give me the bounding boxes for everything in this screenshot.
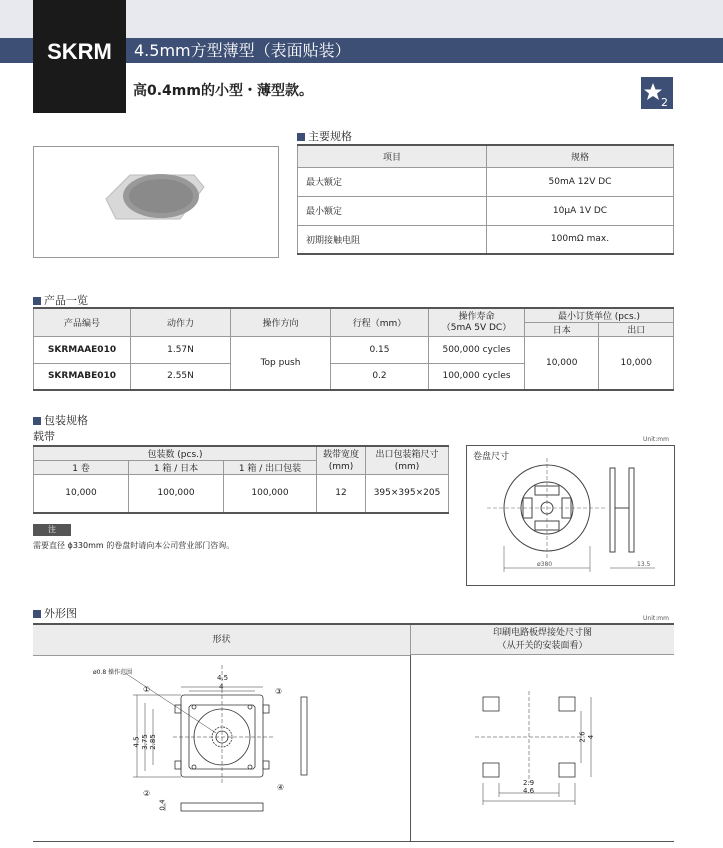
star-rating-badge-icon [641, 77, 673, 109]
dim-height-285: 2.85 [148, 734, 157, 750]
reel-width: 13.5 [637, 561, 651, 568]
packaging-subheading: 载带 [33, 430, 55, 443]
product-photo [33, 146, 279, 258]
note-text: 需要直径 ϕ330mm 的卷盘时请向本公司营业部门咨询。 [33, 541, 235, 550]
packaging-heading: 包装规格 [33, 412, 88, 428]
pcb-dim-4: 4 [587, 734, 596, 740]
specs-heading: 主要规格 [297, 128, 352, 144]
reel-title: 卷盘尺寸 [473, 452, 510, 462]
pcb-drawing [411, 655, 674, 841]
operating-range-label: ø0.8 操作范围 [93, 669, 133, 676]
dim-height-375: 3.75 [140, 734, 149, 750]
reel-unit-label: Unit:mm [643, 436, 669, 443]
products-heading: 产品一览 [33, 292, 88, 308]
terminal-1-label: ① [143, 685, 151, 694]
svg-text:2: 2 [661, 96, 668, 109]
outline-heading: 外形图 [33, 605, 77, 621]
pcb-header: 印刷电路板焊接处尺寸图 （从开关的安装面看） [411, 625, 674, 655]
outline-unit-label: Unit:mm [643, 615, 669, 622]
pcb-dim-29: 2.9 [523, 779, 535, 787]
terminal-2-label: ② [143, 789, 151, 798]
series-code: SKRM [33, 0, 126, 113]
page-title: 4.5mm方型薄型（表面贴装） [134, 41, 351, 60]
dim-height-45: 4.5 [132, 736, 141, 748]
dim-width-45: 4.5 [217, 674, 229, 682]
pcb-dim-46: 4.6 [523, 787, 535, 795]
reel-diameter: ø380 [537, 561, 553, 568]
terminal-4-label: ④ [277, 783, 285, 792]
reel-panel [466, 445, 675, 586]
packaging-table: 包装数 (pcs.) 载带宽度 (mm) 出口包装箱尺寸 (mm) 1 卷 1 箱 / 日本 1 箱 / 出口包装 10,000 100,000 100,000 12 395×395×205 [33, 445, 449, 514]
dim-width-4: 4 [219, 683, 224, 691]
terminal-3-label: ③ [275, 687, 283, 696]
note-tag: 注 [33, 524, 71, 536]
dim-thickness-04: 0.4 [158, 799, 167, 811]
outline-panel [33, 623, 674, 842]
shape-header: 形状 [33, 625, 411, 656]
pcb-dim-26: 2.6 [578, 731, 587, 743]
products-table: 产品编号 动作力 操作方向 行程（mm） 操作寿命 （5mA 5V DC） 最小订货单位 (pcs.) 日本 出口 SKRMAAE010 1.57N Top push 0.15 500,000 cycles 10,000 10,000 SKRMABE010 2.55N 0.2 100,000 cycles [33, 307, 674, 391]
specs-table: 项目 规格 最大额定 50mA 12V DC 最小额定 10μA 1V DC 初期接触电阻 100mΩ max. [297, 144, 674, 255]
page-subtitle: 高0.4mm的小型・薄型款。 [133, 83, 313, 99]
